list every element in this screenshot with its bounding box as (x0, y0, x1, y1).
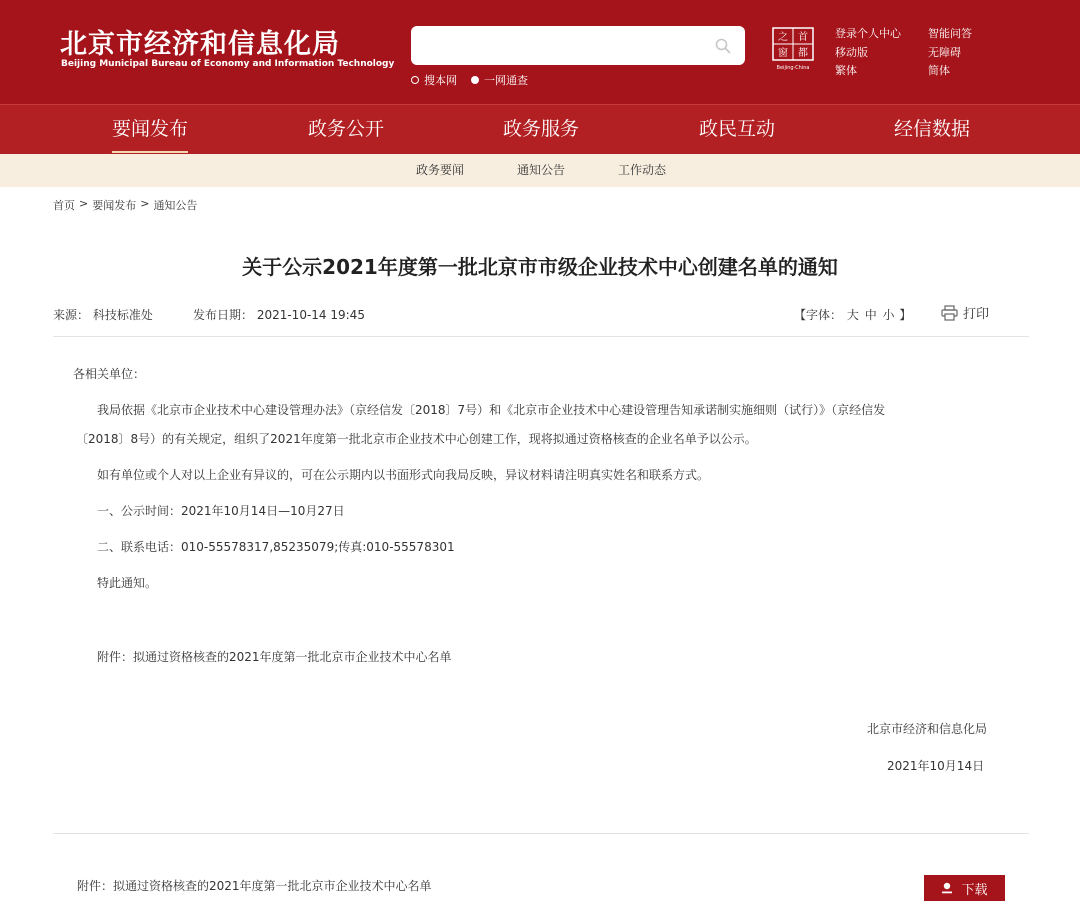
traditional-link[interactable]: 繁体 (835, 64, 857, 77)
search-scope (411, 72, 528, 88)
top-links-col2 (928, 25, 972, 81)
seal-char: 都 (798, 48, 808, 59)
font-size-label-close: 】 (899, 308, 912, 322)
font-size-label: 【字体： (794, 308, 843, 322)
nav-item-gov-open[interactable]: 政务公开 (307, 118, 385, 140)
login-link[interactable]: 登录个人中心 (835, 27, 901, 40)
sub-nav (0, 154, 1080, 187)
paragraph-3: 一、公示时间：2021年10月14日—10月27日 (97, 504, 345, 518)
font-size-control (794, 306, 911, 323)
nav-item-interaction[interactable]: 政民互动 (698, 118, 776, 140)
nav-item-data[interactable]: 经信数据 (893, 118, 971, 140)
site-logo-en: Beijing Municipal Bureau of Economy and Information Technology (61, 59, 395, 69)
scope-all-label: 一网通查 (484, 74, 528, 87)
breadcrumb-separator: > (79, 197, 89, 210)
divider (53, 336, 1029, 337)
salutation: 各相关单位： (73, 367, 146, 381)
nav-item-gov-service[interactable]: 政务服务 (502, 118, 580, 140)
paragraph-5: 特此通知。 (97, 576, 158, 590)
simplified-link[interactable]: 简体 (928, 64, 950, 77)
paragraph-2: 如有单位或个人对以上企业有异议的，可在公示期内以书面形式向我局反映，异议材料请注明真实姓名和联系方式。 (97, 468, 710, 482)
radio-unchecked-icon (411, 76, 419, 84)
subnav-item-notices[interactable]: 通知公告 (516, 163, 566, 177)
smart-qa-link[interactable]: 智能问答 (928, 27, 972, 40)
site-logo-cn[interactable]: 北京市经济和信息化局 (60, 29, 340, 60)
signature-date: 2021年10月14日 (887, 759, 985, 773)
breadcrumb-separator: > (140, 197, 150, 210)
seal-char: 之 (778, 32, 788, 43)
font-medium-button[interactable]: 中 (864, 308, 877, 322)
breadcrumb-news[interactable]: 要闻发布 (92, 199, 137, 212)
print-button[interactable] (941, 303, 989, 322)
seal-char: 首 (798, 32, 808, 43)
mobile-link[interactable]: 移动版 (835, 45, 868, 59)
seal-char: 窗 (778, 48, 788, 59)
breadcrumb-home[interactable]: 首页 (53, 199, 75, 212)
breadcrumb (53, 197, 197, 213)
paragraph-4: 二、联系电话：010-55578317,85235079;传真:010-55578301 (97, 540, 455, 554)
print-label: 打印 (963, 307, 990, 322)
paragraph-1-line-1: 我局依据《北京市企业技术中心建设管理办法》（京经信发〔2018〕7号）和《北京市企业技术中心建设管理告知承诺制实施细则（试行）》（京经信发 (97, 403, 886, 417)
signature: 北京市经济和信息化局 (867, 722, 988, 736)
paragraph-1-line-2: 〔2018〕8号）的有关规定，组织了2021年度第一批北京市企业技术中心创建工作，现将拟通过资格核查的企业名单予以公示。 (76, 432, 757, 446)
scope-site-radio[interactable] (411, 72, 457, 88)
article-date: 发布日期： 2021-10-14 19:45 (193, 308, 365, 322)
printer-icon (941, 305, 958, 321)
divider (53, 833, 1029, 834)
accessible-link[interactable]: 无障碍 (928, 45, 961, 59)
font-small-button[interactable]: 小 (882, 308, 895, 322)
subnav-item-gov-news[interactable]: 政务要闻 (415, 163, 465, 177)
site-header (0, 0, 1080, 104)
attachment-link[interactable]: 附件：拟通过资格核查的2021年度第一批北京市企业技术中心名单 (77, 879, 432, 893)
scope-site-label: 搜本网 (424, 74, 457, 87)
search-input[interactable] (411, 26, 745, 65)
font-large-button[interactable]: 大 (846, 308, 859, 322)
top-links-col1 (835, 25, 901, 81)
download-icon (941, 882, 953, 894)
article-title: 关于公示2021年度第一批北京市市级企业技术中心创建名单的通知 (242, 255, 838, 279)
scope-all-radio[interactable] (471, 72, 528, 88)
nav-item-news[interactable]: 要闻发布 (112, 105, 188, 155)
subnav-item-work[interactable]: 工作动态 (617, 163, 667, 177)
seal-caption: Beijing·China (776, 65, 810, 71)
article-source: 来源： 科技标准处 (53, 308, 153, 322)
radio-checked-icon (471, 76, 479, 84)
breadcrumb-notices[interactable]: 通知公告 (153, 199, 198, 212)
search-icon[interactable] (714, 37, 732, 55)
download-label: 下载 (961, 882, 988, 898)
main-nav (0, 104, 1080, 154)
download-button[interactable] (924, 875, 1005, 901)
capital-window-seal-logo[interactable] (771, 26, 815, 72)
attachment-note: 附件：拟通过资格核查的2021年度第一批北京市企业技术中心名单 (97, 650, 452, 664)
